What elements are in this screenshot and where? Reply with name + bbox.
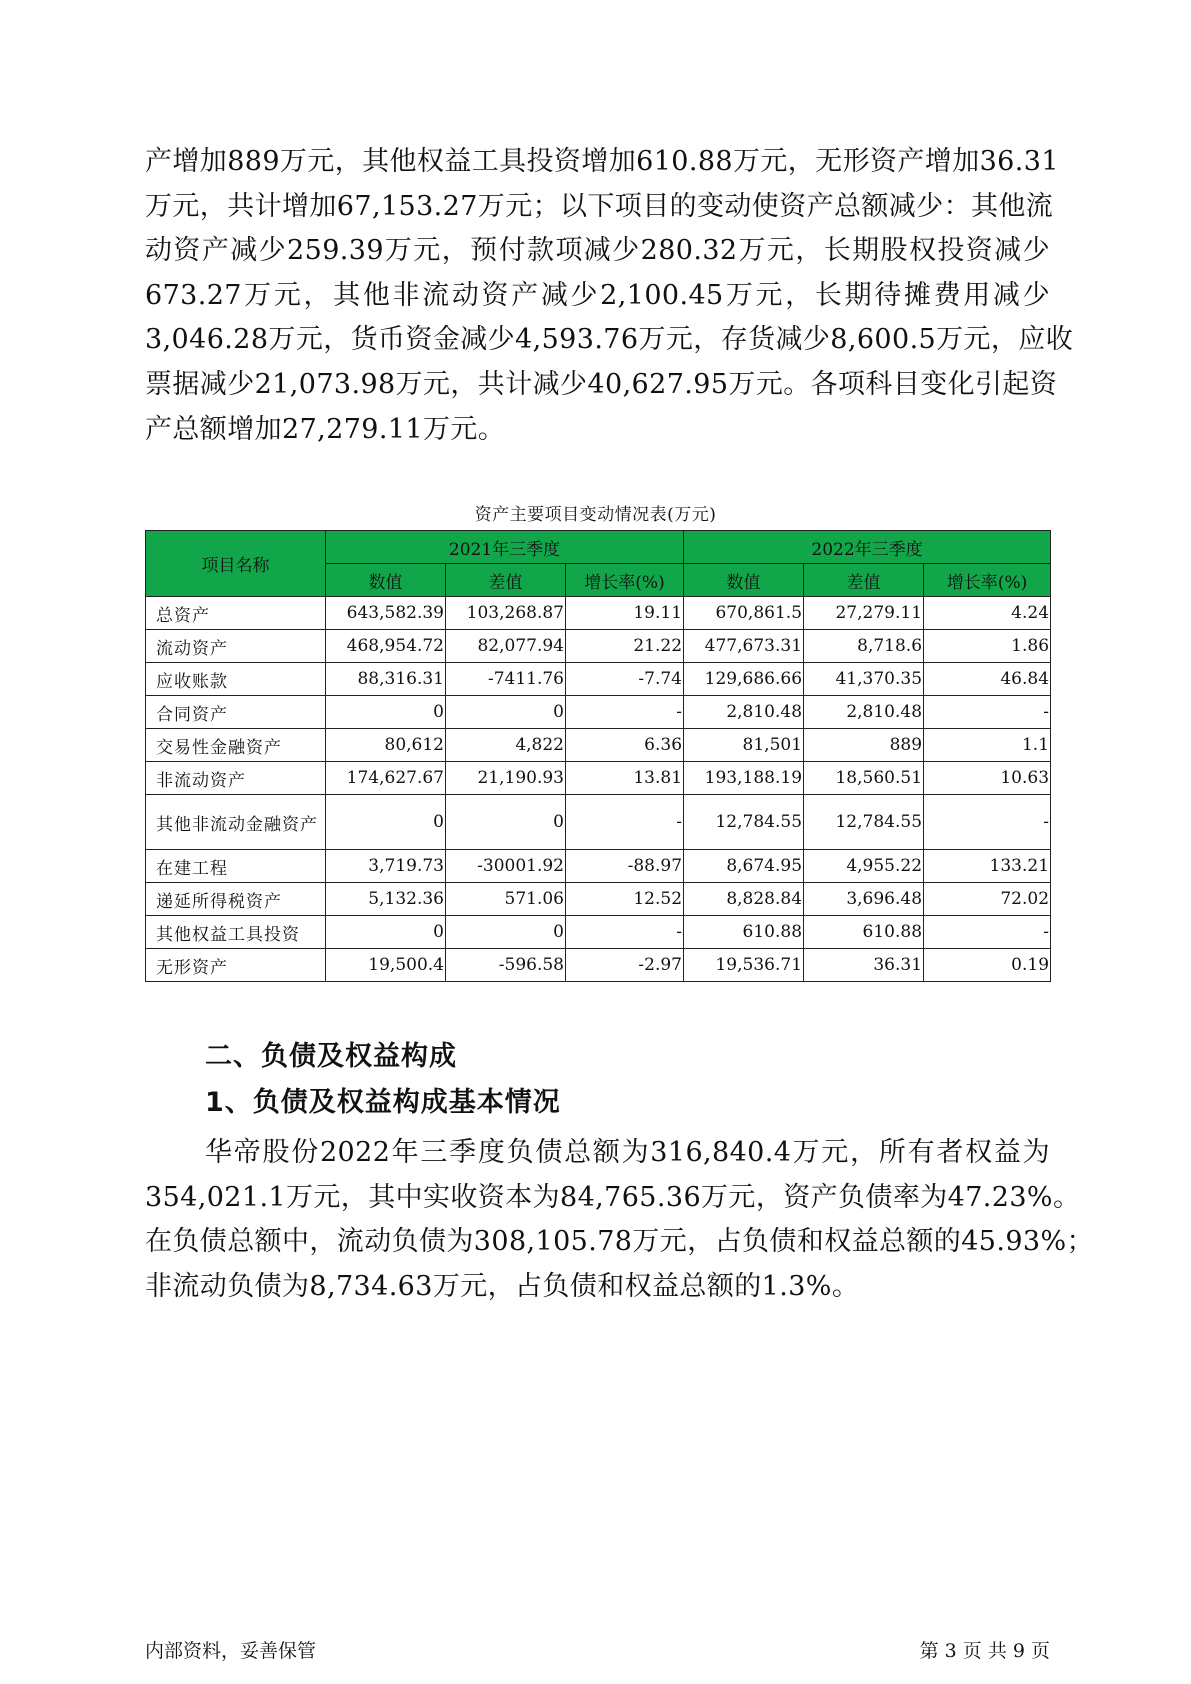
table-cell: 0 xyxy=(446,795,566,850)
row-label: 其他非流动金融资产 xyxy=(146,795,326,850)
table-cell: 0 xyxy=(446,916,566,949)
table-cell: 0 xyxy=(326,916,446,949)
text-line: 在负债总额中，流动负债为308,105.78万元，占负债和权益总额的45.93%； xyxy=(145,1226,1094,1258)
text-line: 非流动负债为8,734.63万元，占负债和权益总额的1.3%。 xyxy=(145,1270,860,1302)
table-cell: 27,279.11 xyxy=(804,597,924,630)
table-cell: 21,190.93 xyxy=(446,762,566,795)
intro-paragraph xyxy=(145,140,1074,452)
table-row xyxy=(146,916,1051,949)
header-period-2022: 2022年三季度 xyxy=(684,531,1051,564)
table-cell: 1.86 xyxy=(924,630,1051,663)
asset-change-table xyxy=(145,530,1051,982)
row-label: 总资产 xyxy=(146,597,326,630)
table-cell: 12,784.55 xyxy=(684,795,804,850)
subheader-difference: 差值 xyxy=(446,564,566,597)
table-cell: 193,188.19 xyxy=(684,762,804,795)
table-cell: -7.74 xyxy=(566,663,684,696)
table-row xyxy=(146,795,1051,850)
table-cell: -88.97 xyxy=(566,850,684,883)
table-cell: 88,316.31 xyxy=(326,663,446,696)
table-cell: 2,810.48 xyxy=(804,696,924,729)
table-row xyxy=(146,663,1051,696)
table-cell: 0 xyxy=(326,696,446,729)
table-cell: 4,822 xyxy=(446,729,566,762)
subheader-value: 数值 xyxy=(684,564,804,597)
table-cell: 81,501 xyxy=(684,729,804,762)
table-cell: -7411.76 xyxy=(446,663,566,696)
text-line: 354,021.1万元，其中实收资本为84,765.36万元，资产负债率为47.23%。 xyxy=(145,1181,1081,1213)
table-cell: 468,954.72 xyxy=(326,630,446,663)
section-heading: 二、负债及权益构成 xyxy=(205,1041,457,1072)
subheader-difference: 差值 xyxy=(804,564,924,597)
table-cell: 19,536.71 xyxy=(684,949,804,982)
table-cell: 10.63 xyxy=(924,762,1051,795)
table-row xyxy=(146,762,1051,795)
row-label: 交易性金融资产 xyxy=(146,729,326,762)
table-cell: 18,560.51 xyxy=(804,762,924,795)
table-cell: - xyxy=(924,916,1051,949)
table-cell: 3,719.73 xyxy=(326,850,446,883)
row-label: 流动资产 xyxy=(146,630,326,663)
text-line: 673.27万元，其他非流动资产减少2,100.45万元，长期待摊费用减少 xyxy=(145,279,1050,311)
header-item-name: 项目名称 xyxy=(146,531,326,597)
table-cell: 12.52 xyxy=(566,883,684,916)
table-cell: 0.19 xyxy=(924,949,1051,982)
table-cell: -2.97 xyxy=(566,949,684,982)
table-cell: 2,810.48 xyxy=(684,696,804,729)
table-row xyxy=(146,883,1051,916)
subsection-heading: 1、负债及权益构成基本情况 xyxy=(205,1087,561,1118)
subheader-growth-rate: 增长率(%) xyxy=(924,564,1051,597)
subheader-value: 数值 xyxy=(326,564,446,597)
table-cell: 3,696.48 xyxy=(804,883,924,916)
text-line: 3,046.28万元，货币资金减少4,593.76万元，存货减少8,600.5万元，应收 xyxy=(145,324,1074,356)
table-cell: - xyxy=(566,696,684,729)
table-cell: 1.1 xyxy=(924,729,1051,762)
text-line: 产增加889万元，其他权益工具投资增加610.88万元，无形资产增加36.31 xyxy=(145,146,1059,177)
footer-page-number: 第 3 页 共 9 页 xyxy=(919,1640,1050,1662)
table-cell: 46.84 xyxy=(924,663,1051,696)
table-cell: -30001.92 xyxy=(446,850,566,883)
row-label: 其他权益工具投资 xyxy=(146,916,326,949)
table-cell: 643,582.39 xyxy=(326,597,446,630)
row-label: 非流动资产 xyxy=(146,762,326,795)
table-cell: 8,674.95 xyxy=(684,850,804,883)
table-cell: - xyxy=(924,795,1051,850)
table-cell: 21.22 xyxy=(566,630,684,663)
table-cell: 133.21 xyxy=(924,850,1051,883)
header-period-2021: 2021年三季度 xyxy=(326,531,684,564)
row-label: 在建工程 xyxy=(146,850,326,883)
table-row xyxy=(146,696,1051,729)
table-row xyxy=(146,850,1051,883)
footer-confidential-note: 内部资料，妥善保管 xyxy=(145,1640,317,1662)
table-cell: 670,861.5 xyxy=(684,597,804,630)
text-line: 华帝股份2022年三季度负债总额为316,840.4万元，所有者权益为 xyxy=(205,1137,1050,1168)
table-cell: 174,627.67 xyxy=(326,762,446,795)
subheader-growth-rate: 增长率(%) xyxy=(566,564,684,597)
table-cell: - xyxy=(566,795,684,850)
table-cell: 82,077.94 xyxy=(446,630,566,663)
table-cell: 8,718.6 xyxy=(804,630,924,663)
text-line: 万元，共计增加67,153.27万元；以下项目的变动使资产总额减少：其他流 xyxy=(145,190,1054,222)
table-cell: 12,784.55 xyxy=(804,795,924,850)
table-cell: 19.11 xyxy=(566,597,684,630)
table-cell: 571.06 xyxy=(446,883,566,916)
row-label: 合同资产 xyxy=(146,696,326,729)
table-row xyxy=(146,729,1051,762)
table-body xyxy=(146,597,1051,982)
table-cell: 610.88 xyxy=(804,916,924,949)
table-cell: 6.36 xyxy=(566,729,684,762)
table-row xyxy=(146,630,1051,663)
table-cell: 889 xyxy=(804,729,924,762)
row-label: 无形资产 xyxy=(146,949,326,982)
table-cell: 103,268.87 xyxy=(446,597,566,630)
table-cell: 477,673.31 xyxy=(684,630,804,663)
table-row xyxy=(146,949,1051,982)
table-cell: - xyxy=(566,916,684,949)
text-line: 产总额增加27,279.11万元。 xyxy=(145,413,506,445)
table-cell: 4,955.22 xyxy=(804,850,924,883)
row-label: 应收账款 xyxy=(146,663,326,696)
table-cell: 610.88 xyxy=(684,916,804,949)
table-cell: 5,132.36 xyxy=(326,883,446,916)
table-cell: - xyxy=(924,696,1051,729)
table-row xyxy=(146,597,1051,630)
table-cell: 13.81 xyxy=(566,762,684,795)
text-line: 票据减少21,073.98万元，共计减少40,627.95万元。各项科目变化引起资 xyxy=(145,368,1058,400)
table-cell: 0 xyxy=(446,696,566,729)
table-cell: 129,686.66 xyxy=(684,663,804,696)
table-cell: 8,828.84 xyxy=(684,883,804,916)
table-cell: 4.24 xyxy=(924,597,1051,630)
text-line: 动资产减少259.39万元，预付款项减少280.32万元，长期股权投资减少 xyxy=(145,235,1050,267)
row-label: 递延所得税资产 xyxy=(146,883,326,916)
table-cell: 19,500.4 xyxy=(326,949,446,982)
table-cell: 72.02 xyxy=(924,883,1051,916)
table-cell: 36.31 xyxy=(804,949,924,982)
table-cell: 80,612 xyxy=(326,729,446,762)
table-cell: 0 xyxy=(326,795,446,850)
table-cell: -596.58 xyxy=(446,949,566,982)
liability-paragraph xyxy=(145,1131,1094,1309)
table-caption: 资产主要项目变动情况表(万元) xyxy=(474,505,717,525)
table-cell: 41,370.35 xyxy=(804,663,924,696)
